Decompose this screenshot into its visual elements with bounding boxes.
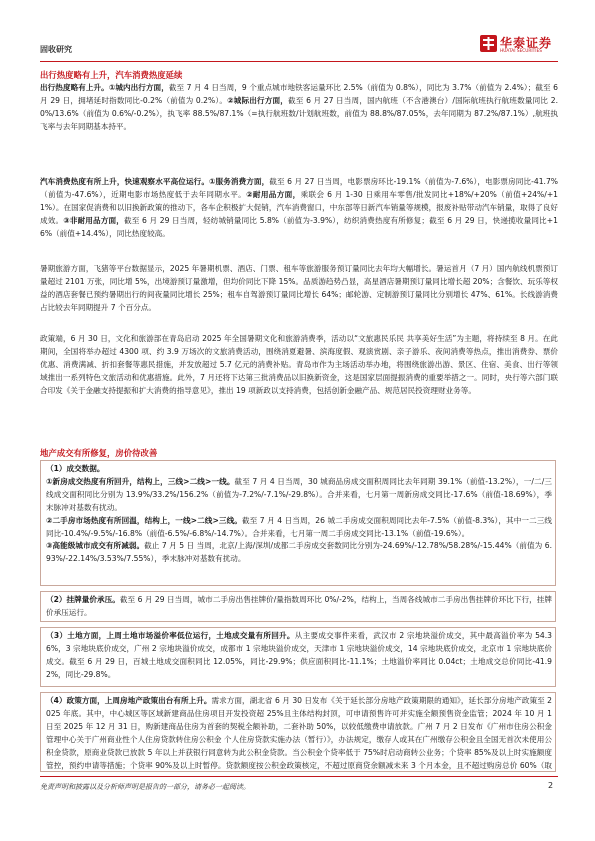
huatai-logo (480, 34, 560, 58)
bold-lead-text: （1）成交数据。 (46, 464, 105, 473)
box-transaction-data (40, 460, 556, 586)
paragraph-land (41, 628, 557, 682)
bold-lead-text: ③非耐用品方面， (63, 215, 125, 225)
body-text: 截至 6 月 29 日当周，轻纺城销量同比 5.8%（前值为-3.9%），纺织消费热度有所修复；截至 6 月 29 日，快递揽收量同比+16%（前值+14.4%），同比热度较高。 (40, 215, 558, 238)
bold-lead-text: ②耐用品方面， (246, 189, 301, 199)
page-number: 2 (548, 781, 554, 790)
box-land (40, 627, 556, 687)
paragraph-auto-consumption (40, 176, 558, 256)
bold-lead-text: （4）政策方面，上周房地产政策出台有所上升。 (46, 696, 212, 705)
bold-lead-text: 出行热度略有上升。①城内出行方面， (40, 83, 169, 92)
huatai-logo-icon (480, 35, 497, 52)
box-policy (40, 692, 556, 772)
body-text: 截至 7 月 4 日当周，26 城二手房成交面积周同比去年-7.5%（前值-8.3%），其中一二三线同比-10.4%/-9.5%/-16.8%（前值-6.5%/-6.8%/-14.7%）。合并来看，七月第一周二手房成交同比-13.1%（前值-19.6%）。 (46, 515, 553, 538)
footer-disclaimer: 免责声明和披露以及分析师声明是报告的一部分，请务必一起阅读。 (40, 783, 250, 791)
body-text: 乘联会 6 月 1-30 日乘用车零售/批发同比+18%/+20%（前值+24%/+11%）。在国家促消费和以旧换新政策的推动下，各车企积极扩大促销，汽车消费窗口，中东部等日新汽车销量等规模，报废补贴带动汽车销量，取得了良好成效。 (40, 189, 558, 225)
paragraph-property-policy (41, 693, 557, 773)
body-text: 从主要成交事件来看，武汉市 2 宗地块溢价成交，其中最高溢价率为 54.36%，3 宗地块底价成交，广州 2 宗地块溢价成交，成都市 1 宗地块溢价成交，天津市 1 宗地块溢价成交，14 宗地块底价成交，北京市 1 宗地块底价成交。截至 6 月 29 日，百城土地成交面积同比 12.05%，同比-29.9%；供应面积同比-11.1%；土地溢价率同比 0.04ct；土地成交总价同比-41.92%，同比-29.8%。 (46, 631, 553, 679)
paragraph-summer-travel: 暑期旅游方面，飞猪等平台数据显示，2025 年暑期机票、酒店、门票、租车等旅游服务预订量同比去年均大幅增长。暑运首月（7 月）国内航线机票预订量超过 2101 万张，同比增 5%，出境游预订量激增，但均价同比下降 15%。品质游趋势凸显，高星酒店暑期预订量同比增长超 20%；含餐饮、玩乐等权益的酒店套餐已预约暑期出行的间夜量同比增长 25%；租车自驾游预订量同比增长 64%；邮轮游、定制游预订量同比分别增长 47%、61%。长线游消费占比较去年同期提升 7 个百分点。 (40, 264, 558, 312)
paragraph-travel (40, 82, 558, 174)
section-heading-consumption: 出行热度略有上升，汽车消费热度延续 (40, 70, 183, 80)
bold-lead-text: ①新房成交热度有所回升，结构上，三线>二线>一线。 (46, 476, 235, 486)
body-text: 截至 7 月 4 日当周，30 城商品房成交面积周同比去年同期 39.1%（前值-13.2%），一/二/三线成交面积同比分别为 13.9%/33.2%/156.2%（前值为-7.2%/-7.1%/-29.8%）。合并来看，七月第一周新房成交同比-17.6%（前值-18.69%），季末脉冲对基数有扰动。 (46, 476, 553, 512)
paragraph-transaction-data (41, 461, 557, 566)
paragraph-listing (41, 592, 557, 620)
bold-lead-text: ②二手房市场热度有所回温，结构上，一线>二线>三线。 (46, 515, 242, 525)
footer-rule (40, 776, 558, 777)
body-text: 截至 6 月 27 日当周，国内航班（不含港澳台）/国际航班执行航班数量同比 2.0%/13.6%（前值为 0.6%/-0.2%），执飞率 88.5%/87.1%（=执行航班数/计划航班数，前值为 88.8%/87.05%，去年同期为 87.2%/87.1%）,航班执飞率与去年同期基本持平。 (40, 95, 558, 131)
box-listing (40, 591, 556, 622)
section-heading-property: 地产成交有所修复，房价待改善 (40, 448, 158, 458)
body-text: 截止 7 月 5 日 当周，北京/上海/深圳/成都二手房成交套数同比分别为-24.69%/-12.78%/58.28%/-15.44%（前值为 6.93%/-22.14%/3.53%/7.55%），季末脉冲对基数有扰动。 (46, 541, 553, 564)
bold-lead-text: ②城际出行方面， (227, 95, 288, 105)
body-text: 截至 6 月 27 日当周，电影票房环比-19.1%（前值为-7.6%），电影票房同比-41.7%（前值为-47.6%），近期电影市场热度低于去年同期水平。 (40, 177, 558, 199)
body-text: 截至 6 月 29 日当周，城市二手房出售挂牌价/量指数周环比 0%/-2%，结构上，当周各线城市二手房出售挂牌价环比下行，挂牌价承压运行。 (46, 595, 552, 617)
logo-chinese-name: 华泰证券 (500, 36, 553, 50)
bold-lead-text: ③高能级城市成交有所减弱。 (46, 541, 145, 551)
report-category: 固收研究 (40, 45, 72, 54)
body-text: 截至 7 月 4 日当周，9 个重点城市地铁客运量环比 2.5%（前值为 0.8%），同比为 3.7%（前值为 2.4%）；截至 6 月 29 日，拥堵延时指数同比-0.2%（前值为 0.2%）。 (40, 83, 558, 105)
bold-lead-text: （3）土地方面，上周土地市场溢价率低位运行，土地成交量有所回升。 (46, 631, 295, 640)
bold-lead-text: 汽车消费热度有所上升，快速观察水平高位运行。①服务消费方面， (40, 177, 270, 186)
header-rule (40, 61, 558, 62)
bold-lead-text: （2）挂牌量价承压。 (46, 595, 120, 604)
logo-english-name: HUATAI SECURITIES (500, 49, 543, 54)
paragraph-policy: 政策端，6 月 30 日，文化和旅游部在青岛启动 2025 年全国暑期文化和旅游消费季，活动以“文旅惠民乐民 共享美好生活”为主题，将持续至 8 月。在此期间，全国将举办超过 4300 项、约 3.9 万场次的文旅消费活动，围绕消夏避暑、滨海度假、观演赏剧、亲子游乐、夜间消费等热点，推出消费券、票价优惠、消费满减、折扣套餐等惠民措施，并发放超过 5.7 亿元的消费补贴。青岛市作为主场活动举办地，将围绕旅游出游、景区、住宿、美食、出行等领域推出一系列特色文旅活动和优惠措施。此外，7 月还将下达第三批消费品以旧换新资金，这是国家层面提振消费的重要举措之一。同时，央行等六部门联合印发《关于金融支持提振和扩大消费的指导意见》，推出 19 项新政以支持消费，包括创新金融产品、规范居民投资理财业务等。 (40, 334, 558, 395)
body-text: 需求方面，湖北省 6 月 30 日发布《关于延长部分房地产政策期限的通知》，延长部分房地产政策至 2025 年底。其中，中心城区等区域新建商品住房项目开发投资超 25%且主体结构封顶，可申请预售许可并实施全额预售资金监管；2024 年 10 月 1 日至 2025 年 12 月 31 日，购新建商品住房为首套的契税全额补助，二套补助 50%，以较低缴费申请放款。广州 7 月 2 日发布《广州市住房公积金管理中心关于广州商业性个人住房贷款转住房公积金 个人住房贷款实施办法（暂行）》，办法规定，缴存人或其在广州缴存公积金且全国无首次未使用公积金贷款，原商业贷款已放款 5 年以上并获银行同意转为此公积金贷款。当公积金个贷率低于 75%时启动商转公业务；个贷率 85%及以上时实施额度管控，预约申请等措施；个贷率 90%及以上时暂停。贷款额度按公积金政策核定，不超过原商贷余额减未来 3 个月本金，且不超过购房总价 60%（取 (46, 696, 552, 770)
